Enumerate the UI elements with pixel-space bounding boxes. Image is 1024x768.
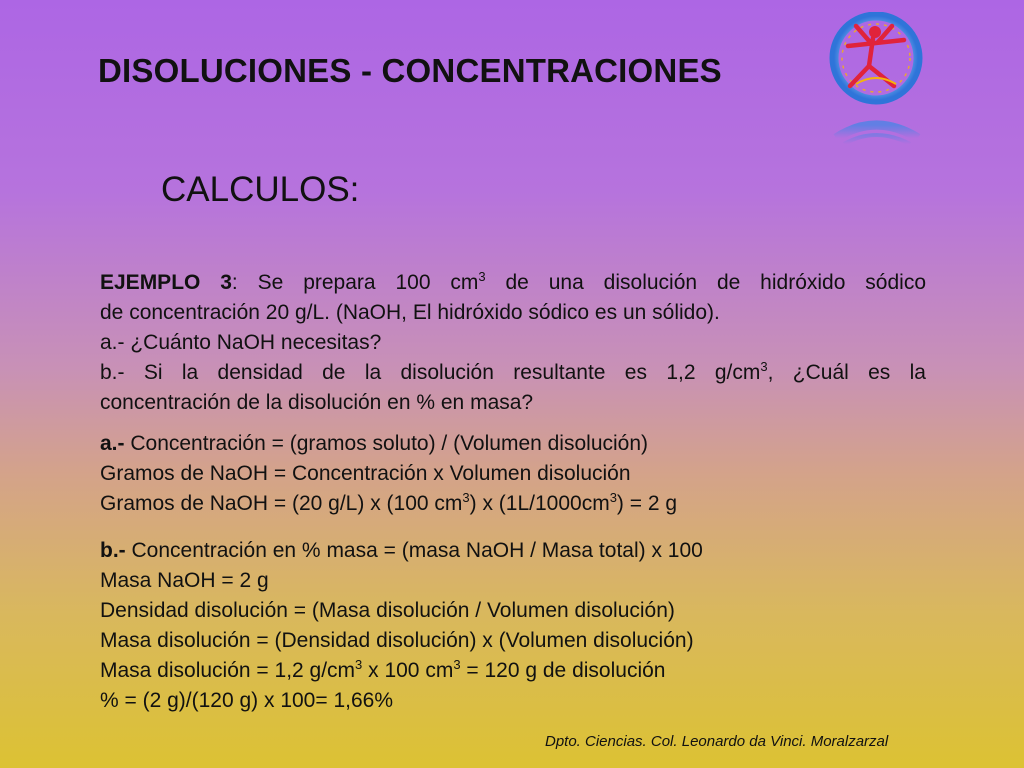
example-question-b [100,358,926,388]
superscript: 3 [609,490,617,505]
slide-title: DISOLUCIONES - CONCENTRACIONES [98,52,722,89]
solution-a-line-3 [100,489,920,519]
solution-text: Concentración = (gramos soluto) / (Volumen disolución) [124,432,649,455]
solution-a-line-2: Gramos de NaOH = Concentración x Volumen disolución [100,462,631,485]
superscript: 3 [355,657,363,672]
solution-b-line-6: % = (2 g)/(120 g) x 100= 1,66% [100,689,394,712]
solution-b-line-5 [100,656,920,686]
solution-part-b [100,536,920,716]
school-logo-icon [826,12,930,160]
example-statement [100,268,926,418]
example-line-2: de concentración 20 g/L. (NaOH, El hidróxido sódico es un sólido). [100,301,720,324]
superscript: 3 [462,490,470,505]
solution-text: Concentración en % masa = (masa NaOH / Masa total) x 100 [125,539,703,562]
solution-text: Gramos de NaOH = (20 g/L) x (100 cm [100,492,463,515]
solution-text: = 120 g de disolución [460,659,666,682]
solution-text: ) = 2 g [616,492,678,515]
example-text: de una disolución de hidróxido sódico [485,271,926,294]
solution-b-line-4: Masa disolución = (Densidad disolución) x (Volumen disolución) [100,629,694,652]
solution-b-label: b.- [100,539,126,562]
solution-text: x 100 cm [362,659,454,682]
footer-credit: Dpto. Ciencias. Col. Leonardo da Vinci. Moralzarzal [545,733,889,750]
superscript: 3 [760,359,768,374]
superscript: 3 [478,269,486,284]
solution-b-line-2: Masa NaOH = 2 g [100,569,269,592]
example-label: EJEMPLO 3 [100,271,232,294]
section-subtitle: CALCULOS: [161,170,360,209]
solution-b-line-1 [100,536,920,566]
example-question-a: a.- ¿Cuánto NaOH necesitas? [100,331,382,354]
superscript: 3 [453,657,461,672]
example-text: b.- Si la densidad de la disolución resultante es 1,2 g/cm [100,361,761,384]
solution-a-label: a.- [100,432,125,455]
example-line-1 [100,268,926,298]
solution-text: ) x (1L/1000cm [469,492,610,515]
solution-part-a [100,429,920,519]
example-text: , ¿Cuál es la [767,361,926,384]
example-line-5: concentración de la disolución en % en masa? [100,391,534,414]
solution-b-line-3: Densidad disolución = (Masa disolución / Volumen disolución) [100,599,675,622]
solution-text: Masa disolución = 1,2 g/cm [100,659,356,682]
solution-a-line-1 [100,429,920,459]
example-text: : Se prepara 100 cm [231,271,479,294]
